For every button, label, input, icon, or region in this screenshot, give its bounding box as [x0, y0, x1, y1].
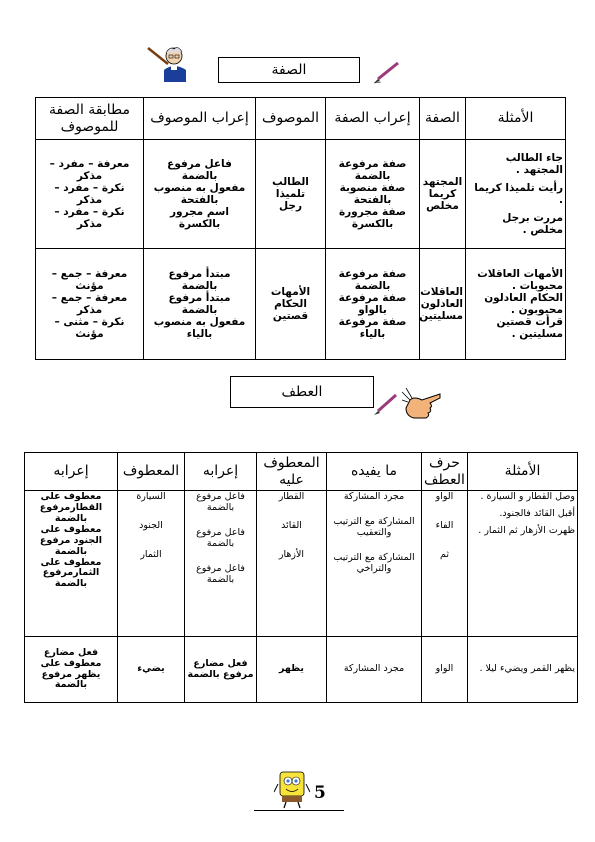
adjective-table [35, 97, 566, 360]
header-antecedent: المعطوف عليه [257, 453, 327, 491]
header-conjoined: المعطوف [118, 453, 185, 491]
header-agreement: مطابقة الصفة للموصوف [36, 98, 144, 140]
conjunction-table [24, 452, 578, 703]
header-adjective-parse: إعراب الصفة [326, 98, 420, 140]
adjective-cell: المجتهد كريما مخلص [420, 140, 466, 249]
table-row [36, 249, 566, 360]
table-row [25, 491, 578, 637]
header-examples: الأمثلة [468, 453, 578, 491]
header-meaning: ما يفيده [327, 453, 422, 491]
professor-pointer-icon [146, 44, 190, 84]
examples-cell: يظهر القمر ويضيء ليلا . [468, 637, 578, 703]
meaning-cell: مجرد المشاركة [327, 637, 422, 703]
conjoined-parse-cell: فعل مضارع معطوف على يظهر مرفوع بالضمة [25, 637, 118, 703]
examples-cell: الأمهات العاقلات محبوبات . الحكام العادلون محبوبون . قرأت قصتين مسليتين . [466, 249, 566, 360]
examples-cell: جاء الطالب المجتهد . رأيت تلميذا كريما . مررت برجل مخلص . [466, 140, 566, 249]
section-title-adjective [218, 57, 360, 83]
noun-parse-cell: مبتدأ مرفوع بالضمة مبتدأ مرفوع بالضمة مفعول به منصوب بالياء [144, 249, 256, 360]
conjunction-cell: الواو الفاء ثم [422, 491, 468, 637]
spongebob-icon [274, 770, 310, 810]
header-conjunction: حرف العطف [422, 453, 468, 491]
antecedent-parse-cell: فعل مضارع مرفوع بالضمة [185, 637, 257, 703]
noun-cell: الطالب تلميذا رجل [256, 140, 326, 249]
adjective-cell: العاقلات العادلون مسليتين [420, 249, 466, 360]
header-adjective: الصفة [420, 98, 466, 140]
noun-parse-cell: فاعل مرفوع بالضمة مفعول به منصوب بالفتحة اسم مجرور بالكسرة [144, 140, 256, 249]
section-title-text: العطف [281, 384, 323, 400]
agreement-cell: معرفة – مفرد – مذكر نكرة – مفرد – مذكر نكرة – مفرد – مذكر [36, 140, 144, 249]
header-noun-parse: إعراب الموصوف [144, 98, 256, 140]
page-number: 5 [314, 783, 326, 803]
examples-cell: وصل القطار و السيارة . أقبل القائد فالجنود. ظهرت الأزهار ثم الثمار . [468, 491, 578, 637]
meaning-cell: مجرد المشاركة المشاركة مع الترتيب والتعقيب المشاركة مع الترتيب والتراخي [327, 491, 422, 637]
table-row [36, 140, 566, 249]
agreement-cell: معرفة – جمع – مؤنث معرفة – جمع – مذكر نكرة – مثنى – مؤنث [36, 249, 144, 360]
conjoined-parse-cell: معطوف على القطارمرفوع بالضمة معطوف على الجنود مرفوع بالضمة معطوف على الثمارمرفوع بالضمة [25, 491, 118, 637]
section-title-text: الصفة [271, 62, 307, 78]
pencil-icon [372, 394, 398, 416]
antecedent-parse-cell: فاعل مرفوع بالضمة فاعل مرفوع بالضمة فاعل مرفوع بالضمة [185, 491, 257, 637]
adjective-parse-cell: صفة مرفوعة بالضمة صفة مرفوعة بالواو صفة مرفوعة بالياء [326, 249, 420, 360]
pencil-icon [372, 62, 400, 84]
conjoined-cell: يضيء [118, 637, 185, 703]
adjective-parse-cell: صفة مرفوعة بالضمة صفة منصوبة بالفتحة صفة مجرورة بالكسرة [326, 140, 420, 249]
table-header-row [25, 453, 578, 491]
table-row [25, 637, 578, 703]
conjunction-cell: الواو [422, 637, 468, 703]
antecedent-cell: يظهر [257, 637, 327, 703]
header-conjoined-parse: إعرابه [25, 453, 118, 491]
pointing-hand-icon [400, 386, 442, 424]
table-header-row [36, 98, 566, 140]
conjoined-cell: السيارة الجنود الثمار [118, 491, 185, 637]
section-title-conjunction [230, 376, 374, 408]
header-noun: الموصوف [256, 98, 326, 140]
footer-divider [254, 810, 344, 811]
header-antecedent-parse: إعرابه [185, 453, 257, 491]
header-examples: الأمثلة [466, 98, 566, 140]
antecedent-cell: القطار القائد الأزهار [257, 491, 327, 637]
noun-cell: الأمهات الحكام قصتين [256, 249, 326, 360]
